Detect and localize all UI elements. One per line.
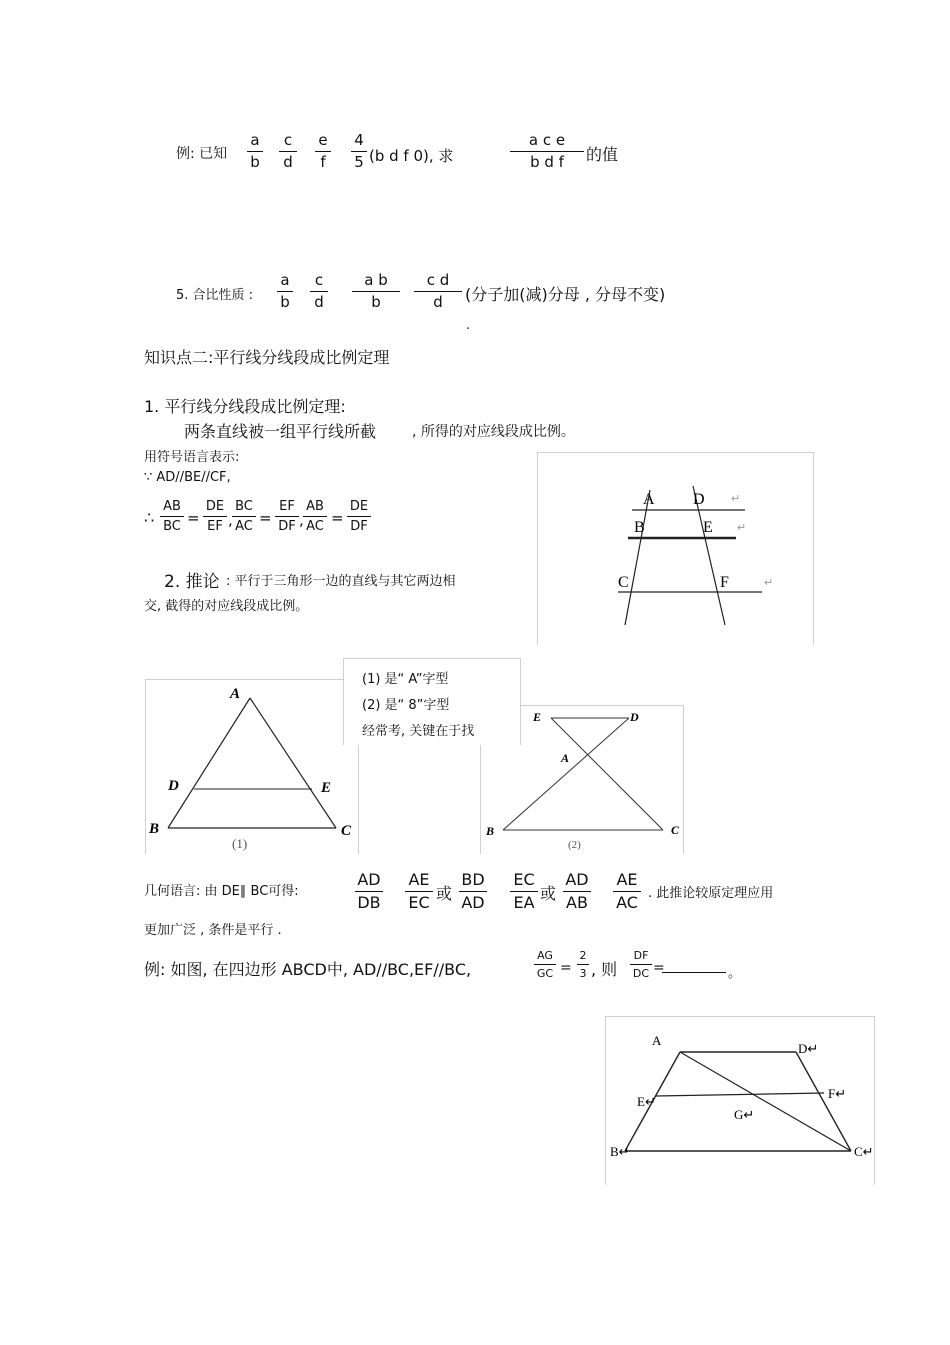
label-a: A — [230, 686, 241, 702]
comma: , — [228, 511, 233, 529]
label-d: D — [168, 778, 179, 794]
ratio-ad-db: AD DB — [355, 872, 383, 911]
geometry-line-2: 更加广泛 , 条件是平行 . — [144, 923, 282, 938]
ratio-ad-ab: AD AB — [563, 872, 591, 911]
label-g: G↵ — [734, 1107, 755, 1122]
parallel-lines-diagram — [538, 453, 813, 645]
label-e: E — [533, 710, 542, 724]
corollary-title: 2. 推论 — [164, 572, 220, 592]
equals-sign: = — [653, 960, 665, 976]
label-b: B — [634, 519, 645, 536]
label-c: C — [618, 574, 629, 591]
property5-fraction-4: c d d — [414, 273, 462, 310]
property5-fraction-2: c d — [310, 273, 328, 310]
corollary-text-1: : 平行于三角形一边的直线与其它两边相 — [226, 574, 456, 589]
triangle-a-figure — [145, 679, 359, 854]
label-e: E↵ — [637, 1094, 656, 1109]
corollary-text-2: 交, 截得的对应线段成比例。 — [144, 599, 309, 614]
ratio-ae-ec: AE EC — [405, 872, 433, 911]
ratio-df-dc: DF DC — [630, 950, 652, 979]
svg-text:↵: ↵ — [731, 493, 741, 505]
note-line-2: (2) 是“ 8”字型 — [362, 698, 450, 713]
caption: (1) — [232, 836, 248, 851]
theorem-title: 1. 平行线分线段成比例定理: — [144, 397, 346, 416]
property5-fraction-3: a b b — [352, 273, 400, 310]
label-b: B — [486, 824, 495, 838]
property5-prefix: 5. 合比性质 : — [176, 288, 254, 303]
example1-fraction-4: 4 5 — [351, 133, 367, 170]
parallel-lines-figure — [537, 452, 814, 645]
label-f: F — [720, 574, 729, 591]
symbolic-intro: 用符号语言表示: — [144, 450, 240, 465]
label-f: F↵ — [828, 1086, 847, 1101]
label-d: D — [630, 710, 639, 724]
ratio-bd-ad: BD AD — [459, 872, 487, 911]
ratio-ag-gc: AG GC — [534, 950, 556, 979]
label-b: B — [149, 821, 160, 837]
svg-text:↵: ↵ — [737, 522, 747, 534]
example2-text: 例: 如图, 在四边形 ABCD中, AD//BC,EF//BC, — [144, 960, 472, 979]
geometry-prefix: 几何语言: 由 DE∥ BC可得: — [144, 884, 299, 899]
trapezoid-diagram — [606, 1017, 874, 1185]
example1-fraction-2: c d — [279, 133, 297, 170]
theorem-body-b: , 所得的对应线段成比例。 — [412, 424, 575, 440]
ratio-de-ef: DE EF — [203, 500, 227, 533]
property5-fraction-1: a b — [277, 273, 293, 310]
equals-sign: = — [560, 960, 572, 976]
example1-fraction-1: a b — [247, 133, 263, 170]
example1-condition: (b d f 0), 求 — [369, 147, 454, 165]
example1-fraction-3: e f — [315, 133, 331, 170]
note-line-1: (1) 是“ A”字型 — [362, 672, 449, 687]
ratio-ab-bc: AB BC — [160, 500, 184, 533]
example2-then: , 则 — [591, 960, 618, 979]
ratio-bc-ac: BC AC — [232, 500, 256, 533]
trapezoid-figure — [605, 1016, 875, 1185]
geometry-suffix: . 此推论较原定理应用 — [648, 886, 774, 901]
therefore-symbol: ∴ — [144, 508, 155, 527]
period: 。 — [728, 966, 742, 981]
caption: (2) — [568, 839, 581, 851]
equals-sign: = — [331, 509, 344, 527]
or-word: 或 — [540, 884, 557, 903]
ratio-ef-df: EF DF — [275, 500, 299, 533]
ratio-ab-ac: AB AC — [303, 500, 327, 533]
label-e: E — [703, 519, 713, 536]
equals-sign: = — [259, 509, 272, 527]
property5-dot: . — [466, 318, 471, 333]
label-c: C↵ — [854, 1144, 874, 1159]
label-b: B↵ — [610, 1144, 630, 1159]
example1-suffix: 的值 — [586, 145, 619, 164]
ratio-ae-ac: AE AC — [613, 872, 641, 911]
note-box — [343, 658, 521, 745]
label-a: A — [561, 751, 570, 765]
example1-fraction-5: a c e b d f — [510, 133, 584, 170]
svg-text:↵: ↵ — [764, 577, 774, 589]
section2-heading: 知识点二:平行线分线段成比例定理 — [144, 348, 390, 367]
given-statement: ∵ AD//BE//CF, — [144, 470, 231, 485]
label-a: A — [652, 1033, 662, 1048]
answer-blank[interactable] — [662, 958, 726, 977]
ratio-2-3: 2 3 — [577, 950, 589, 979]
property5-note: (分子加(减)分母 , 分母不变) — [465, 285, 666, 304]
note-line-3: 经常考, 关键在于找 — [362, 724, 475, 739]
theorem-body-a: 两条直线被一组平行线所截 — [184, 422, 377, 441]
label-d: D — [693, 491, 705, 508]
label-c: C — [671, 823, 680, 837]
ratio-ec-ea: EC EA — [510, 872, 538, 911]
label-e: E — [321, 780, 332, 796]
or-word: 或 — [436, 884, 453, 903]
example1-prefix: 例: 已知 — [176, 146, 228, 162]
triangle-a-diagram — [146, 680, 358, 854]
comma: , — [299, 511, 304, 529]
label-c: C — [341, 823, 352, 839]
ratio-de-df: DE DF — [347, 500, 371, 533]
equals-sign: = — [187, 509, 200, 527]
label-d: D↵ — [798, 1041, 819, 1056]
label-a: A — [643, 491, 655, 508]
